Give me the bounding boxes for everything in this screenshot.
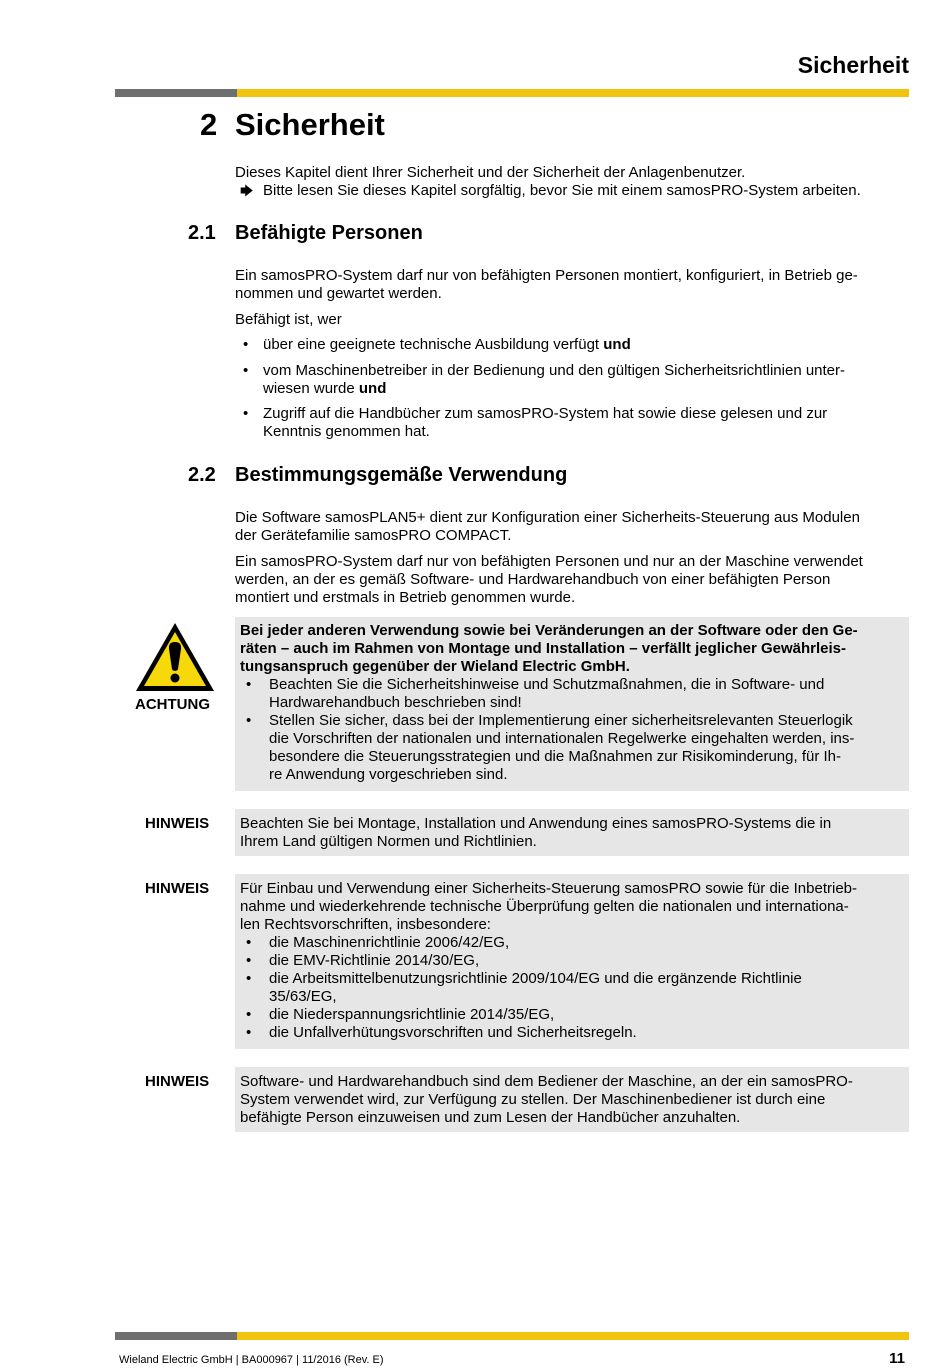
text-line: Ein samosPRO-System darf nur von befähigten Personen und nur an der Maschine verwendet xyxy=(235,553,863,570)
text-line: die Maschinenrichtlinie 2006/42/EG, xyxy=(269,934,510,951)
text-line: Für Einbau und Verwendung einer Sicherheits-Steuerung samosPRO sowie für die Inbetrieb- xyxy=(240,880,858,897)
list-item xyxy=(240,952,905,970)
intro-instruction xyxy=(240,182,861,200)
header-rule-grey xyxy=(115,89,237,97)
warning-bold-text xyxy=(240,622,905,676)
bullet-icon: • xyxy=(243,405,249,422)
text-line: besondere die Steuerungsstrategien und die Maßnahmen zur Risikominderung, für Ih- xyxy=(269,748,841,765)
text-line: montiert und erstmals in Betrieb genommen wurde. xyxy=(235,589,576,606)
intro-text: Dieses Kapitel dient Ihrer Sicherheit und der Sicherheit der Anlagenbenutzer. xyxy=(235,164,746,181)
list-item xyxy=(240,712,905,784)
text-line: werden, an der es gemäß Software- und Hardwarehandbuch von einer befähigten Person xyxy=(235,571,831,588)
note-box xyxy=(235,809,909,856)
note-content xyxy=(240,1073,905,1127)
text-line: tungsanspruch gegenüber der Wieland Electric GmbH. xyxy=(240,658,630,675)
list-item xyxy=(243,362,903,398)
text-line: Ein samosPRO-System darf nur von befähigten Personen montiert, konfiguriert, in Betrieb ge- xyxy=(235,267,858,284)
list-item xyxy=(240,676,905,712)
text-line: nommen und gewartet werden. xyxy=(235,285,442,302)
list-item xyxy=(240,934,905,952)
text-line: Software- und Hardwarehandbuch sind dem Bediener der Maschine, an der ein samosPRO- xyxy=(240,1073,853,1090)
bullet-icon: • xyxy=(246,1024,252,1041)
text-line: die Vorschriften der nationalen und internationalen Regelwerke eingehalten werden, ins- xyxy=(269,730,855,747)
text-line: die Unfallverhütungsvorschriften und Sicherheitsregeln. xyxy=(269,1024,637,1041)
text-line: Hardwarehandbuch beschrieben sind! xyxy=(269,694,522,711)
text-line: die Niederspannungsrichtlinie 2014/35/EG, xyxy=(269,1006,555,1023)
text-line: Kenntnis genommen hat. xyxy=(263,423,430,440)
bullet-icon: • xyxy=(243,362,249,379)
text-line: Beachten Sie die Sicherheitshinweise und Schutzmaßnahmen, die in Software- und xyxy=(269,676,825,693)
text-line: Bei jeder anderen Verwendung sowie bei Veränderungen an der Software oder den Ge- xyxy=(240,622,858,639)
text-line: die Arbeitsmittelbenutzungsrichtlinie 2009/104/EG und die ergänzende Richtlinie xyxy=(269,970,802,987)
text-line: vom Maschinenbetreiber in der Bedienung und den gültigen Sicherheitsrichtlinien unter- xyxy=(263,362,846,379)
section-number: 2.1 xyxy=(188,222,216,244)
bullet-icon: • xyxy=(246,952,252,969)
warning-content xyxy=(240,622,905,784)
text-line: die EMV-Richtlinie 2014/30/EG, xyxy=(269,952,480,969)
text-line: Stellen Sie sicher, dass bei der Implementierung einer sicherheitsrelevanten Steuerlogik xyxy=(269,712,853,729)
section1-paragraph xyxy=(235,267,907,303)
text-line: räten – auch im Rahmen von Montage und Installation – verfällt jeglicher Gewährleis- xyxy=(240,640,846,657)
note-content xyxy=(240,880,905,1042)
section-title: Bestimmungsgemäße Verwendung xyxy=(235,464,568,486)
header-rule-yellow xyxy=(237,89,909,97)
running-header-title: Sicherheit xyxy=(797,52,909,78)
bullet-icon: • xyxy=(246,712,252,729)
page-number: 11 xyxy=(889,1350,905,1367)
note-box xyxy=(235,874,909,1049)
text-line: 35/63/EG, xyxy=(269,988,337,1005)
footer-rule-yellow xyxy=(237,1332,909,1340)
section2-paragraph-1 xyxy=(235,509,907,545)
text-line: befähigte Person einzuweisen und zum Lesen der Handbücher anzuhalten. xyxy=(240,1109,741,1126)
warning-box xyxy=(235,617,909,791)
text-line: Die Software samosPLAN5+ dient zur Konfiguration einer Sicherheits-Steuerung aus Modulen xyxy=(235,509,860,526)
section2-paragraph-2 xyxy=(235,553,907,607)
note-label: HINWEIS xyxy=(145,1073,210,1090)
header-rule xyxy=(115,89,909,97)
bullet-icon: • xyxy=(246,934,252,951)
section-number: 2.2 xyxy=(188,464,216,486)
instruction-text: Bitte lesen Sie dieses Kapitel sorgfältig, bevor Sie mit einem samosPRO-System arbeiten. xyxy=(263,182,861,199)
emphasis-and: und xyxy=(358,380,387,397)
chapter-number: 2 xyxy=(200,107,218,142)
note-box xyxy=(235,1067,909,1132)
list-item xyxy=(240,1006,905,1024)
bullet-icon: • xyxy=(246,970,252,987)
text-line: der Gerätefamilie samosPRO COMPACT. xyxy=(235,527,512,544)
bullet-icon: • xyxy=(246,1006,252,1023)
section-heading-2-2 xyxy=(188,464,567,487)
text-line: über eine geeignete technische Ausbildung verfügt xyxy=(263,336,600,353)
text-line: Ihrem Land gültigen Normen und Richtlinien. xyxy=(240,833,537,850)
text-line: System verwendet wird, zur Verfügung zu stellen. Der Maschinenbediener ist durch eine xyxy=(240,1091,826,1108)
text-line: nahme und wiederkehrende technische Überprüfung gelten die nationalen und internationa- xyxy=(240,898,849,915)
list-item xyxy=(240,970,905,1006)
note-label: HINWEIS xyxy=(145,815,210,832)
arrow-right-icon: 🡆 xyxy=(240,183,254,198)
bullet-icon: • xyxy=(246,676,252,693)
text-line: Beachten Sie bei Montage, Installation und Anwendung eines samosPRO-Systems die in xyxy=(240,815,832,832)
text-line: Zugriff auf die Handbücher zum samosPRO-System hat sowie diese gelesen und zur xyxy=(263,405,828,422)
section-heading-2-1 xyxy=(188,222,423,245)
footer-rule xyxy=(115,1332,909,1340)
emphasis-and: und xyxy=(603,336,631,353)
bullet-icon: • xyxy=(243,336,249,353)
note-content xyxy=(240,815,905,851)
note-label: HINWEIS xyxy=(145,880,210,897)
text-line: re Anwendung vorgeschrieben sind. xyxy=(269,766,508,783)
list-item xyxy=(243,405,903,441)
text-line: len Rechtsvorschriften, insbesondere: xyxy=(240,916,491,933)
list-item xyxy=(243,336,903,354)
section-title: Befähigte Personen xyxy=(235,222,423,244)
section1-qualified-intro: Befähigt ist, wer xyxy=(235,311,342,328)
list-item xyxy=(240,1024,905,1042)
warning-triangle-icon xyxy=(133,620,217,694)
footer-text: Wieland Electric GmbH | BA000967 | 11/2016 (Rev. E) xyxy=(119,1354,384,1366)
warning-label-block xyxy=(133,620,217,713)
text-line: wiesen wurde xyxy=(263,380,355,397)
warning-label: ACHTUNG xyxy=(135,696,210,713)
footer-rule-grey xyxy=(115,1332,237,1340)
chapter-heading xyxy=(200,107,385,143)
chapter-title: Sicherheit xyxy=(235,107,385,142)
